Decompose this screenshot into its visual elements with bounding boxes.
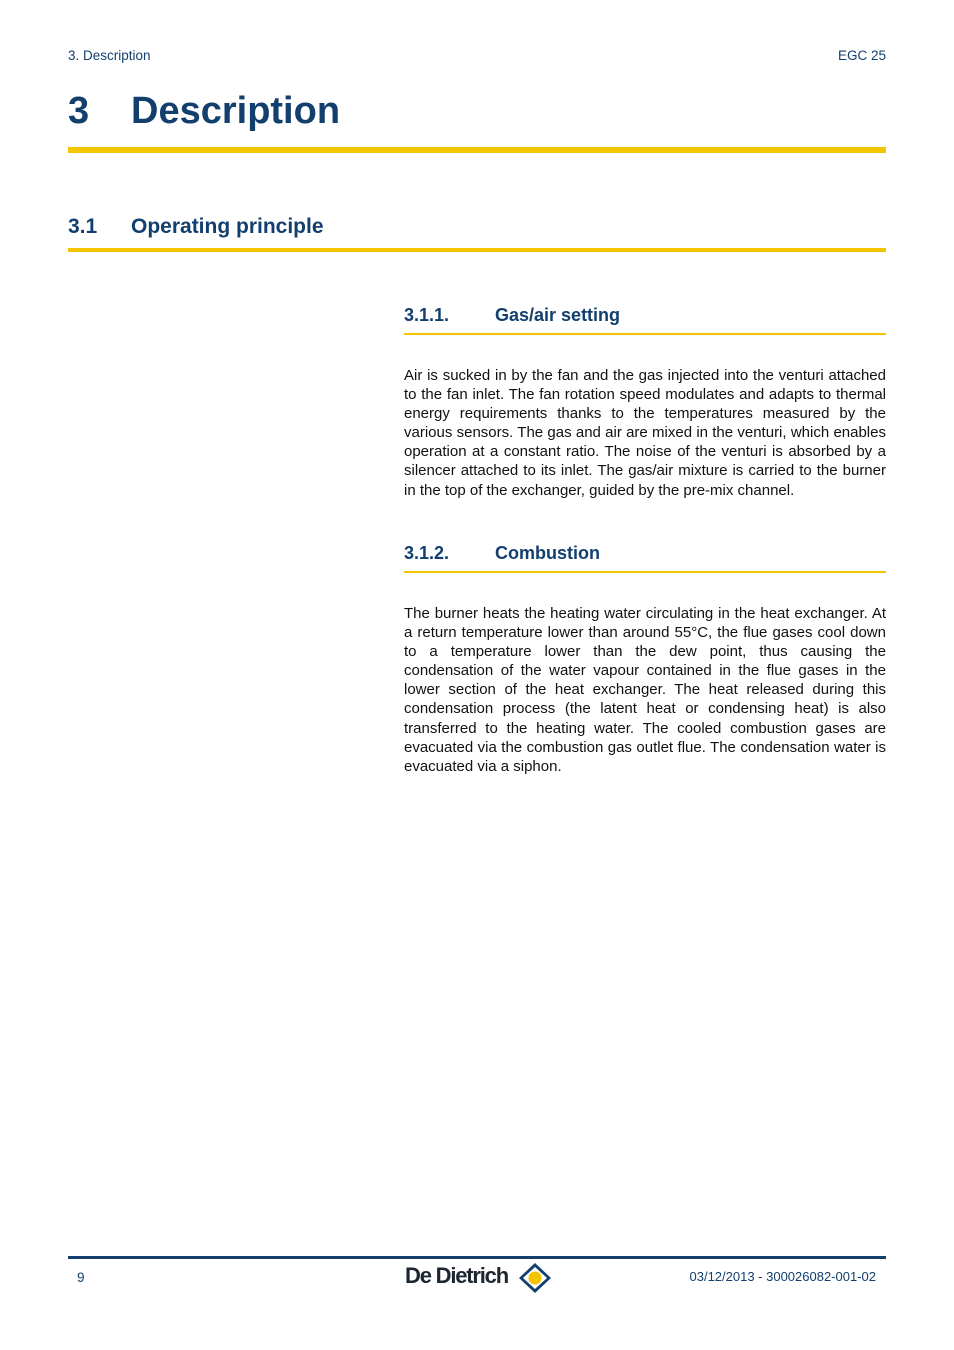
brand-logo-text: De Dietrich (405, 1263, 508, 1288)
brand-logo (405, 1262, 551, 1294)
document-reference: 03/12/2013 - 300026082-001-02 (689, 1269, 876, 1284)
section-divider (68, 248, 886, 252)
chapter-title: Description (131, 90, 341, 132)
running-header-product: EGC 25 (837, 48, 886, 63)
chapter-number: 3 (68, 90, 90, 132)
subsection-divider (404, 571, 886, 573)
subsection-body: Air is sucked in by the fan and the gas injected into the venturi attached to the fan inlet. The fan rotation speed modulates and adapts to thermal energy requirements thanks to the temperatures measured by the various sensors. The gas and air are mixed in the venturi, which enables operation at a constant ratio. The noise of the venturi is absorbed by a silencer attached to its inlet. The gas/air mixture is carried to the burner in the top of the exchanger, guided by the pre-mix channel. (404, 367, 886, 499)
diamond-logo-icon (518, 1262, 552, 1294)
section-number: 3.1 (68, 215, 98, 238)
subsection-body: The burner heats the heating water circulating in the heat exchanger. At a return temperature lower than around 55°C, the flue gases cool down to a temperature lower than the dew point, thus causing the condensation of the water vapour contained in the flue gases in the lower section of the heat exchanger. The heat released during this condensation process (the latent heat or condensing heat) is also transferred to the heating water. The cooled combustion gases are evacuated via the combustion gas outlet flue. The condensation water is evacuated via a siphon. (404, 605, 886, 775)
section-title: Operating principle (131, 215, 324, 238)
page-number: 9 (77, 1270, 85, 1285)
chapter-divider (68, 147, 886, 153)
running-header-section: 3. Description (68, 48, 151, 63)
chapter-heading (68, 90, 886, 150)
subsection-title: Combustion (495, 543, 600, 563)
subsection-number: 3.1.2. (404, 543, 450, 563)
footer-divider (68, 1256, 886, 1259)
subsection-number: 3.1.1. (404, 305, 450, 325)
subsection-divider (404, 333, 886, 335)
subsection-title: Gas/air setting (495, 305, 621, 325)
